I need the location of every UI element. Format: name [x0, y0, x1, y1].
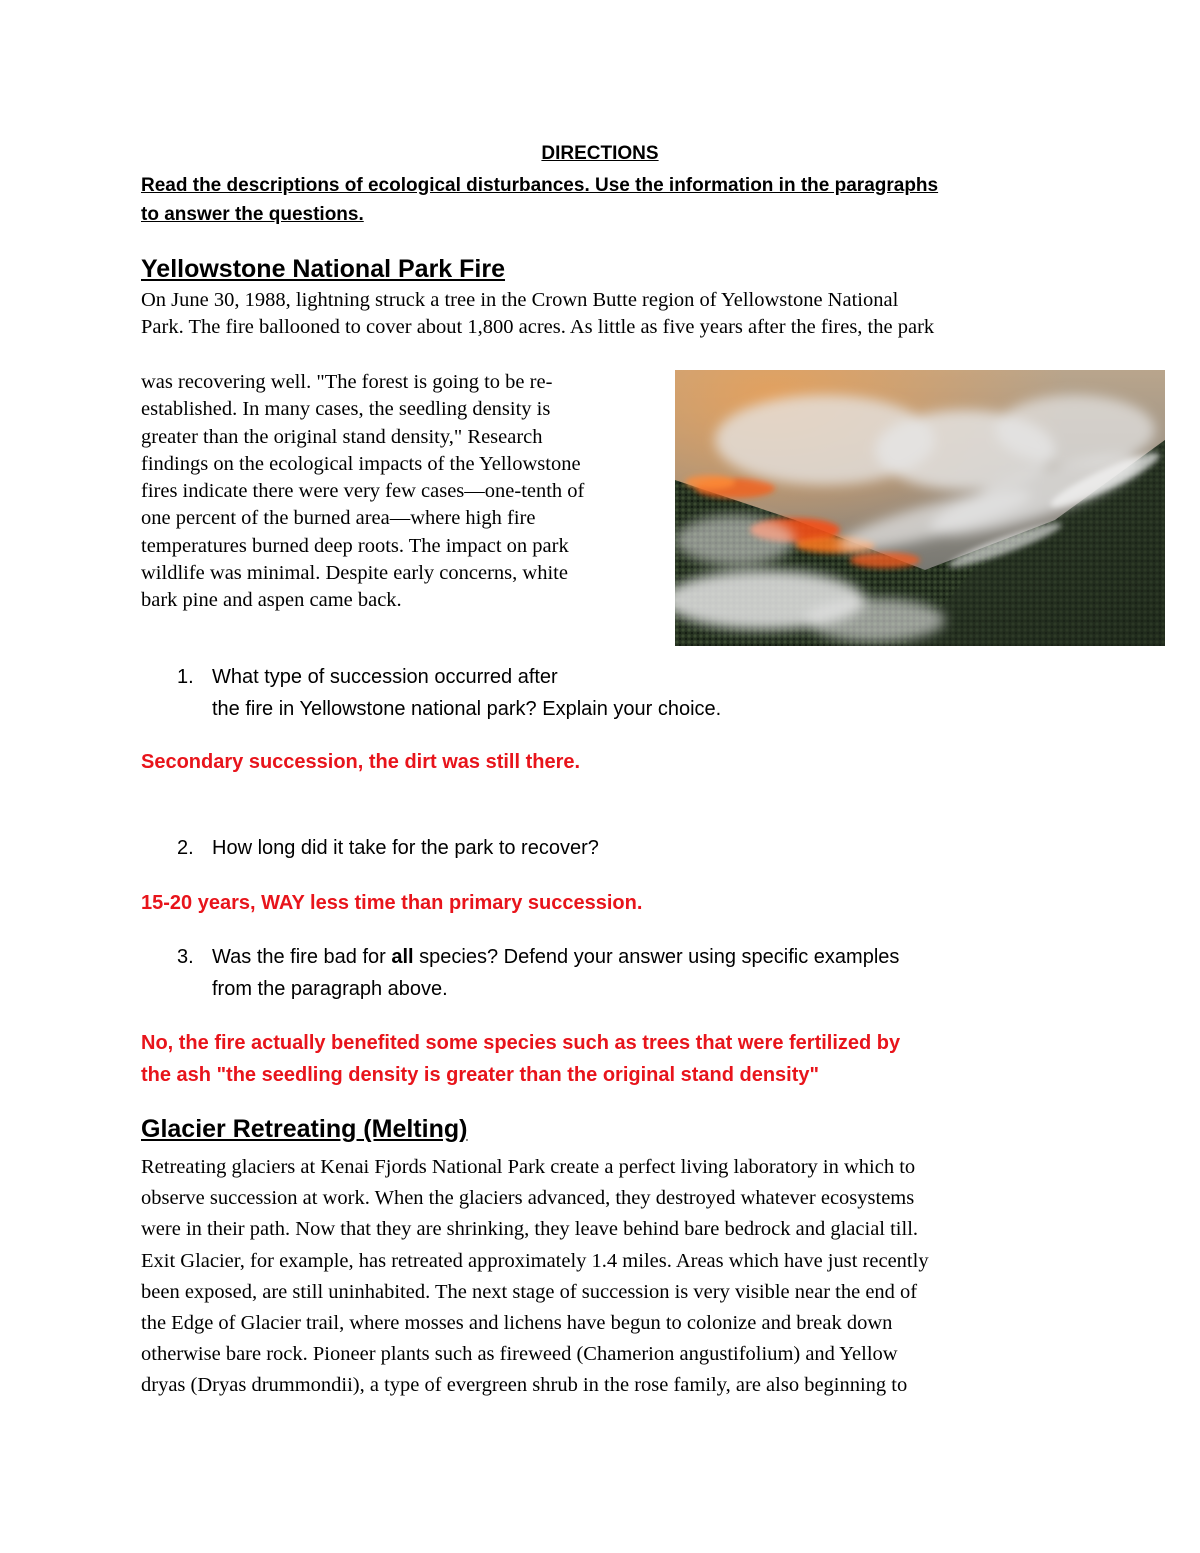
answer-1	[141, 746, 580, 778]
answer-2	[141, 887, 642, 919]
paragraph-line: greater than the original stand density," Research	[141, 425, 543, 448]
question-text: the fire in Yellowstone national park? Explain your choice.	[212, 698, 722, 720]
forest-fire-photo	[675, 370, 1165, 646]
answer-line: the ash "the seedling density is greater than the original stand density"	[141, 1064, 819, 1086]
paragraph-line: Retreating glaciers at Kenai Fjords National Park create a perfect living laboratory in which to	[141, 1156, 916, 1178]
question-text: species? Defend your answer using specific examples	[413, 946, 900, 968]
yellowstone-paragraph-narrow	[141, 369, 641, 615]
glacier-heading: Glacier Retreating (Melting)	[141, 1115, 468, 1143]
paragraph-line: one percent of the burned area—where high fire	[141, 507, 536, 530]
directions-line-2: to answer the questions.	[141, 204, 364, 225]
paragraph-line: Park. The fire ballooned to cover about 1,800 acres. As little as five years after the fires, the park	[141, 316, 935, 339]
paragraph-line: wildlife was minimal. Despite early concerns, white	[141, 562, 568, 585]
paragraph-line: were in their path. Now that they are shrinking, they leave behind bare bedrock and glacial till.	[141, 1218, 919, 1241]
question-3	[177, 941, 899, 1005]
directions-title: DIRECTIONS	[541, 143, 659, 164]
paragraph-line: findings on the ecological impacts of the Yellowstone	[141, 452, 581, 475]
paragraph-line: temperatures burned deep roots. The impact on park	[141, 534, 569, 557]
yellowstone-heading: Yellowstone National Park Fire	[141, 255, 506, 283]
answer-3	[141, 1027, 900, 1091]
question-1	[177, 661, 721, 725]
answer-line: Secondary succession, the dirt was still there.	[141, 751, 581, 773]
paragraph-line: bark pine and aspen came back.	[141, 589, 402, 612]
paragraph-line: the Edge of Glacier trail, where mosses and lichens have begun to colonize and break down	[141, 1312, 893, 1335]
directions-line-1: Read the descriptions of ecological disturbances. Use the information in the paragraphs	[141, 175, 939, 196]
paragraph-line: established. In many cases, the seedling density is	[141, 398, 551, 421]
question-text: What type of succession occurred after	[212, 666, 558, 688]
paragraph-line: was recovering well. "The forest is going to be re-	[141, 371, 553, 393]
question-text: Was the fire bad for	[212, 946, 392, 968]
glacier-paragraph	[141, 1152, 1101, 1402]
paragraph-line: fires indicate there were very few cases—one-tenth of	[141, 480, 585, 503]
answer-line: 15-20 years, WAY less time than primary succession.	[141, 892, 643, 914]
paragraph-line: Exit Glacier, for example, has retreated approximately 1.4 miles. Areas which have just recently	[141, 1249, 929, 1272]
question-text: from the paragraph above.	[212, 978, 448, 1000]
question-number: 3.	[177, 946, 194, 968]
answer-line: No, the fire actually benefited some species such as trees that were fertilized by	[141, 1032, 901, 1054]
question-number: 2.	[177, 837, 194, 859]
question-text: How long did it take for the park to recover?	[212, 837, 599, 859]
yellowstone-paragraph-wide	[141, 287, 1091, 342]
question-number: 1.	[177, 666, 194, 688]
paragraph-line: dryas (Dryas drummondii), a type of evergreen shrub in the rose family, are also beginning to	[141, 1374, 908, 1397]
paragraph-line: observe succession at work. When the glaciers advanced, they destroyed whatever ecosystems	[141, 1187, 915, 1210]
paragraph-line: On June 30, 1988, lightning struck a tree in the Crown Butte region of Yellowstone National	[141, 289, 899, 311]
question-emphasis: all	[391, 946, 414, 968]
question-2	[177, 832, 599, 864]
paragraph-line: been exposed, are still uninhabited. The next stage of succession is very visible near the end of	[141, 1280, 918, 1303]
paragraph-line: otherwise bare rock. Pioneer plants such as fireweed (Chamerion angustifolium) and Yellow	[141, 1343, 898, 1366]
directions-text	[141, 171, 1061, 229]
